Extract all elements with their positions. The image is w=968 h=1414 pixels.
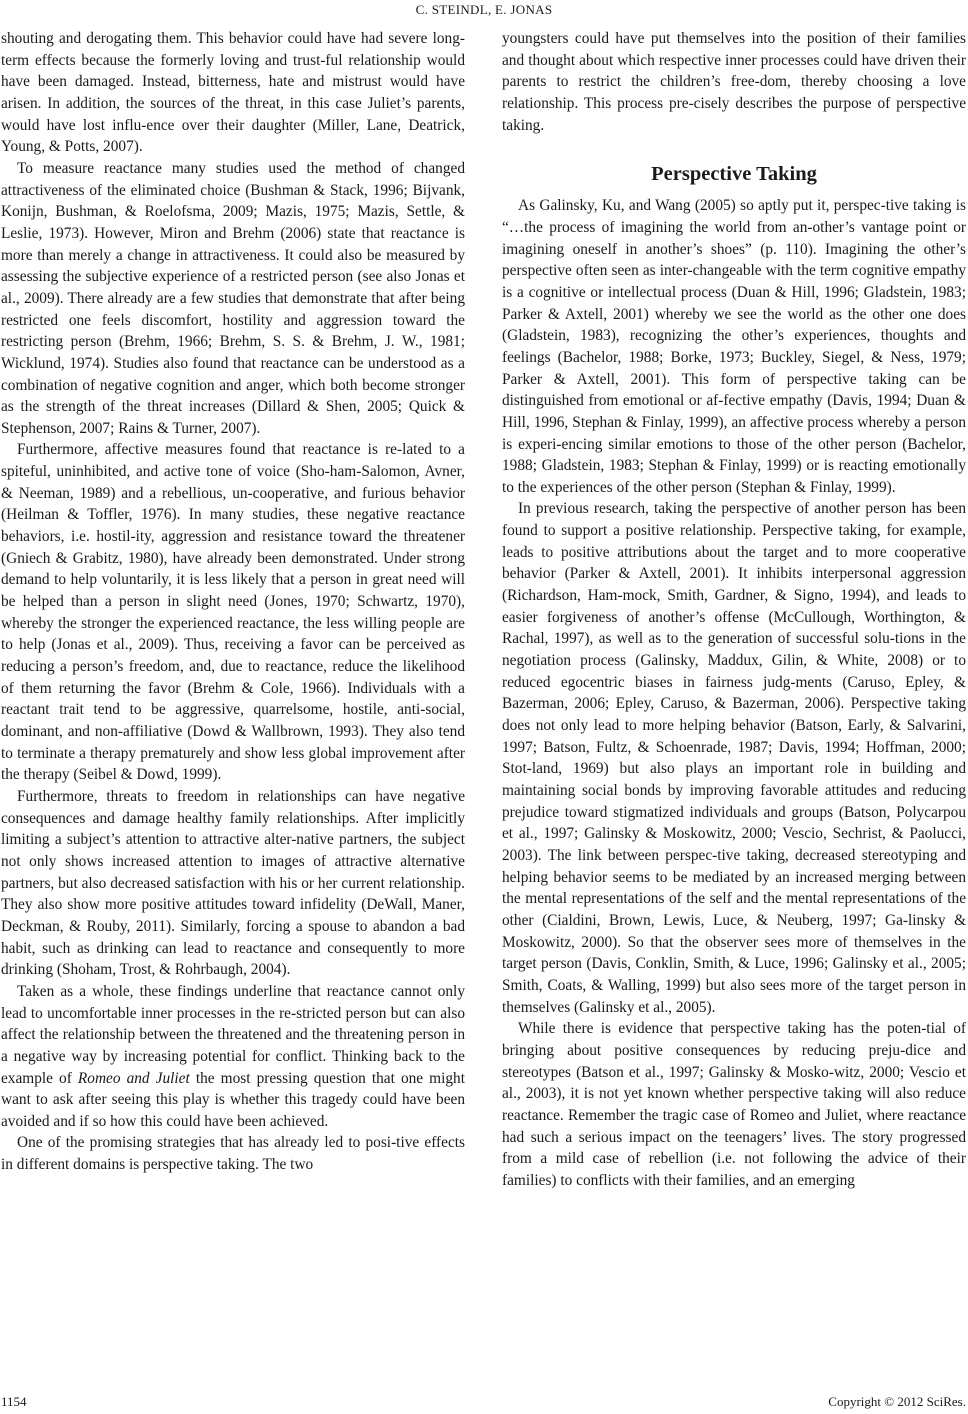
paragraph: In previous research, taking the perspective of another person has been found to support a positive relationship. Perspective taking, for example, leads to positive attributions about the target and to more cooperative behavior (Parker & Axtell, 2001). It inhibits interpersonal aggression (Richardson, Ham-mock, Smith, Gardner, & Signo, 1994), and leads to easier forgiveness of another’s offense (McCullough, Worthington, & Rachal, 1997), as well as to the generation of successful solu-tions in the negotiation process (Galinsky, Maddux, Gilin, & White, 2008) or to reduced egocentric biases in fairness judg-ments (Caruso, Epley, & Bazerman, 2006; Epley, Caruso, & Bazerman, 2006). Perspective taking does not only lead to more helping behavior (Batson, Early, & Salvarini, 1997; Batson, Fultz, & Schoenrade, 1987; Davis, 1994; Hoffman, 2000; Stot-land, 1969) but also plays an important role in building and maintaining social bonds by improving favorable attitudes and reducing prejudice toward stigmatized individuals and groups (Batson, Polycarpou et al., 1997; Galinsky & Moskowitz, 2000; Vescio, Sechrist, & Paolucci, 2003). The link between perspec-tive taking, decreased stereotyping and helping behavior seems to be mediated by an increased merging between the mental representations of the self and the mental representations of the other (Cialdini, Brown, Lewis, Luce, & Neuberg, 1997; Ga-linsky & Moskowitz, 2000). So that the observer sees more of themselves in the target person (Davis, Conklin, Smith, & Luce, 1996; Galinsky et al., 2005; Smith, Coats, & Walling, 1999) but also sees more of the target person in themselves (Galinsky et al., 2005). — [502, 500, 966, 1016]
paragraph: Furthermore, affective measures found that reactance is re-lated to a spiteful, uninhibited, and active tone of voice (Sho-ham-Salomon, Avner, & Neeman, 1989) and a rebellious, un-cooperative, and furious behavior (Heilman & Toffler, 1976). In many studies, these negative reactance behaviors, i.e. hostil-ity, aggression and resistance toward the threatener (Gniech & Grabitz, 1980), have already been demonstrated. Under strong demand to help voluntarily, it is less likely that a person in great need will be helped than a person in slight need (Jones, 1970; Schwartz, 1970), whereby the stronger the experienced reactance, the less willing people are to help (Jonas et al., 2009). Thus, receiving a favor can be perceived as reducing a person’s freedom, and, due to reactance, reduce the likelihood of them returning the favor (Brehm & Cole, 1966). Individuals with a reactant trait tend to be aggressive, quarrelsome, hostile, anti-social, dominant, and non-affiliative (Dowd & Wallbrown, 1993). They also tend to terminate a therapy prematurely and show less global improvement after the therapy (Seibel & Dowd, 1999). — [1, 441, 465, 784]
right-column — [502, 28, 966, 1191]
section-heading: Perspective Taking — [651, 163, 817, 186]
paragraph: Taken as a whole, these findings underline that reactance cannot only lead to uncomfortable inner processes in the re-stricted person but can also affect the relationship between the threatened and the threatening person in a negative way by increasing potential for conflict. Thinking back to the example of Romeo and Juliet the most pressing question that one might want to ask after seeing this play is whether this tragedy could have been avoided and if so how this could have been achieved. — [1, 982, 465, 1130]
paragraph: youngsters could have put themselves into the position of their families and thought about which respective inner processes could have driven their parents to restrict the children’s free-dom, thereby choosing a love relationship. This process pre-cisely describes the purpose of perspective taking. — [502, 30, 966, 134]
paragraph: One of the promising strategies that has already led to posi-tive effects in different domains is perspective taking. The two — [1, 1134, 465, 1174]
paragraph: To measure reactance many studies used the method of changed attractiveness of the eliminated choice (Bushman & Stack, 1996; Bijvank, Konijn, Bushman, & Roelofsma, 2009; Mazis, 1975; Mazis, Settle, & Leslie, 1973). However, Miron and Brehm (2006) state that reactance is more than merely a change in attractiveness. It could also be measured by assessing the subjective experience of a restricted person (see also Jonas et al., 2009). There already are a few studies that demonstrate that after being restricted one feels discomfort, hostility and aggression toward the restricting person (Brehm, 1966; Brehm, S. S. & Brehm, J. W., 1981; Wicklund, 1974). Studies also found that reactance can be understood as a combination of negative cognition and anger, which both become stronger as the strength of the threat increases (Dillard & Shen, 2005; Quick & Stephenson, 2007; Rains & Turner, 2007). — [1, 159, 465, 437]
page-number: 1154 — [1, 1394, 27, 1409]
copyright-notice: Copyright © 2012 SciRes. — [828, 1394, 966, 1409]
left-column — [1, 28, 465, 1176]
paragraph: Furthermore, threats to freedom in relationships can have negative consequences and damage healthy family relationships. After implicitly limiting a subject’s attention to attractive alter-native partners, the subject not only shows increased attention to images of attractive alternative partners, but also decreased satisfaction with his or her current relationship. They also show more positive attitudes toward infidelity (DeWall, Maner, Deckman, & Rouby, 2011). Similarly, forcing a spouse to abandon a bad habit, such as drinking can lead to reactance and consequently to more drinking (Shoham, Trost, & Rohrbaugh, 2004). — [1, 787, 465, 979]
play-title: Romeo and Juliet — [77, 1069, 190, 1087]
paragraph: While there is evidence that perspective taking has the poten-tial of bringing about positive consequences by reducing preju-dice and stereotypes (Batson et al., 1997; Galinsky & Mosko-witz, 2000; Vescio et al., 2003), it is not yet known whether perspective taking will also reduce reactance. Remember the tragic case of Romeo and Juliet, where reactance had such a serious impact on the teenagers’ lives. The story progressed from a mild case of rebellion (i.e. not following the advice of their families) to conflicts with their families, and an emerging — [502, 1020, 966, 1189]
paragraph: shouting and derogating them. This behavior could have had severe long-term effects because the formerly loving and trust-ful relationship would have been damaged. Instead, bitterness, hate and mistrust would have arisen. In addition, the sources of the threat, in this case Juliet’s parents, would have lost influ-ence over their daughter (Miller, Lane, Deatrick, Young, & Potts, 2007). — [1, 30, 465, 156]
running-head: C. STEINDL, E. JONAS — [415, 2, 553, 17]
paragraph: As Galinsky, Ku, and Wang (2005) so aptly put it, perspec-tive taking is “…the process of imagining the world from an-other’s vantage point or imagining oneself in another’s shoes” (p. 110). Imagining the other’s perspective often seen as inter-changeable with the term cognitive empathy is a cognitive or intellectual process (Duan & Hill, 1996; Gladstein, 1983; Parker & Axtell, 2001) whereby we see the world as the other one does (Gladstein, 1983), recognizing the other’s experiences, thoughts and feelings (Bachelor, 1988; Borke, 1973; Buckley, Siegel, & Ness, 1979; Parker & Axtell, 2001). This form of perspective taking can be distinguished from emotional or af-fective empathy (Davis, 1994; Duan & Hill, 1996, Stephan & Finlay, 1999), an affective process whereby a person is experi-encing similar emotions to those of the other person (Bachelor, 1988; Gladstein, 1983; Stephan & Finlay, 1999) or is reacting emotionally to the experiences of the other person (Stephan & Finlay, 1999). — [502, 197, 966, 496]
